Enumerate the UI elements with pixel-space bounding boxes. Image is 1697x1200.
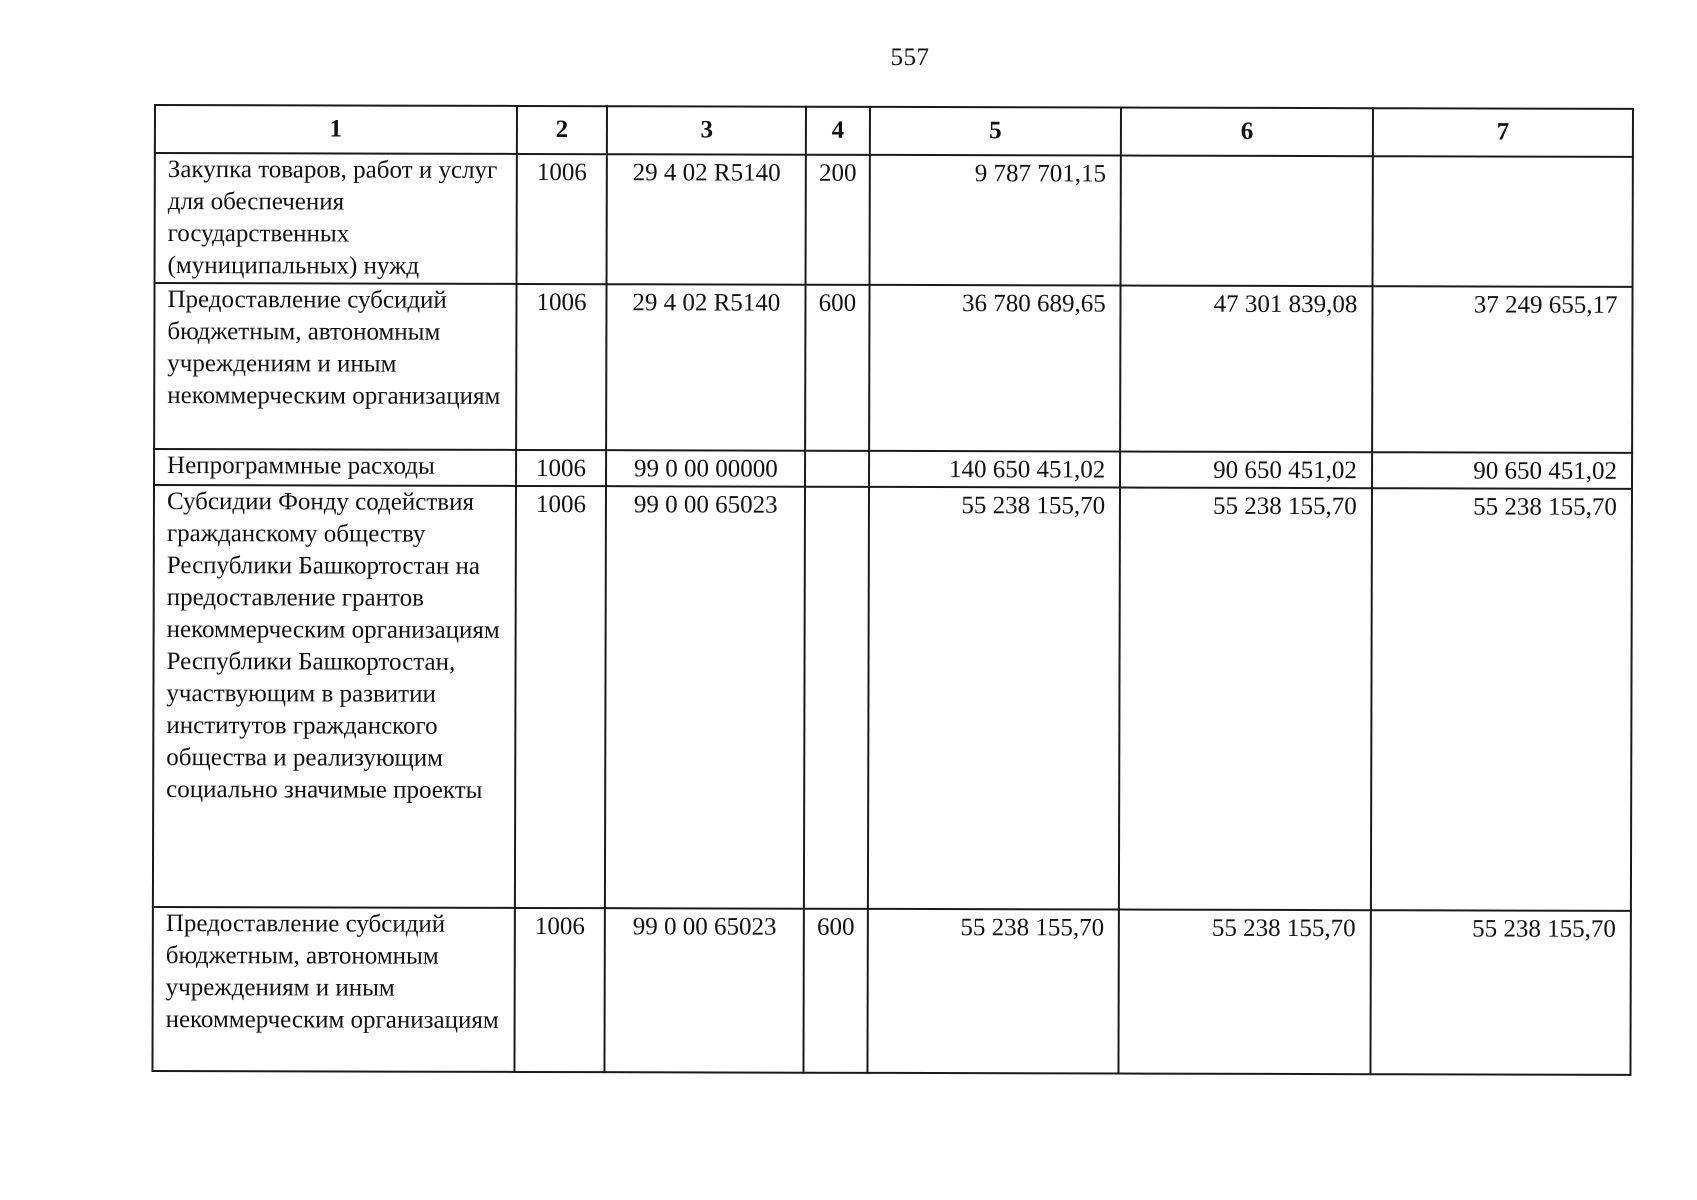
table-row xyxy=(155,153,1633,287)
target-code-cell: 29 4 02 R5140 xyxy=(607,284,806,451)
amount-col5-cell: 140 650 451,02 xyxy=(869,451,1121,488)
section-code-cell: 1006 xyxy=(516,284,607,450)
column-header: 3 xyxy=(607,106,806,155)
amount-col6-cell: 55 238 155,70 xyxy=(1119,910,1371,1075)
amount-col5-cell: 55 238 155,70 xyxy=(868,487,1121,910)
amount-col7-cell: 55 238 155,70 xyxy=(1371,488,1632,911)
target-code-cell: 99 0 00 00000 xyxy=(606,450,805,487)
table-row xyxy=(154,449,1632,489)
column-header: 4 xyxy=(806,107,870,155)
column-header: 1 xyxy=(155,105,517,154)
table-row xyxy=(154,283,1632,453)
section-code-cell: 1006 xyxy=(514,486,606,908)
section-code-cell: 1006 xyxy=(516,450,607,486)
target-code-cell: 29 4 02 R5140 xyxy=(607,154,806,285)
amount-col6-cell: 90 650 451,02 xyxy=(1120,452,1372,489)
amount-col5-cell: 55 238 155,70 xyxy=(867,909,1119,1074)
expense-name-cell: Закупка товаров, работ и услуг для обеспечения государственных (муниципальных) нужд xyxy=(155,153,517,284)
expense-type-cell: 600 xyxy=(805,285,869,451)
column-header: 6 xyxy=(1121,108,1373,157)
amount-col5-cell: 9 787 701,15 xyxy=(869,155,1121,286)
amount-col6-cell xyxy=(1121,156,1373,287)
section-code-cell: 1006 xyxy=(514,908,605,1072)
amount-col5-cell: 36 780 689,65 xyxy=(869,285,1121,452)
amount-col7-cell: 55 238 155,70 xyxy=(1370,910,1631,1075)
table-row xyxy=(153,485,1632,911)
expense-type-cell xyxy=(804,487,869,909)
page-number: 557 xyxy=(890,44,930,71)
section-code-cell: 1006 xyxy=(516,154,607,284)
expense-type-cell: 600 xyxy=(804,909,868,1073)
target-code-cell: 99 0 00 65023 xyxy=(605,908,804,1073)
column-header: 7 xyxy=(1373,108,1633,157)
column-header: 5 xyxy=(870,107,1122,156)
expense-name-cell: Непрограммные расходы xyxy=(154,449,516,486)
expense-name-cell: Предоставление субсидий бюджетным, автономным учреждениям и иным некоммерческим организациям xyxy=(152,907,514,1072)
column-header: 2 xyxy=(516,106,607,154)
amount-col6-cell: 55 238 155,70 xyxy=(1119,488,1372,911)
table-row xyxy=(152,907,1630,1075)
expense-name-cell: Предоставление субсидий бюджетным, автономным учреждениям и иным некоммерческим организациям xyxy=(154,283,516,450)
expense-type-cell xyxy=(805,451,869,487)
amount-col7-cell: 90 650 451,02 xyxy=(1372,452,1632,489)
amount-col7-cell xyxy=(1372,156,1632,287)
expense-name-cell: Субсидии Фонду содействия гражданскому обществу Республики Башкортостан на предоставление грантов некоммерческим организациям Республики Башкортостан, участвующим в развитии институтов гражданского общества и реализующим социально значимые проекты xyxy=(153,485,516,908)
budget-table xyxy=(151,104,1634,1076)
amount-col7-cell: 37 249 655,17 xyxy=(1372,286,1633,453)
table-header-row xyxy=(155,105,1633,157)
target-code-cell: 99 0 00 65023 xyxy=(605,486,805,909)
expense-type-cell: 200 xyxy=(806,155,870,285)
amount-col6-cell: 47 301 839,08 xyxy=(1120,286,1372,453)
